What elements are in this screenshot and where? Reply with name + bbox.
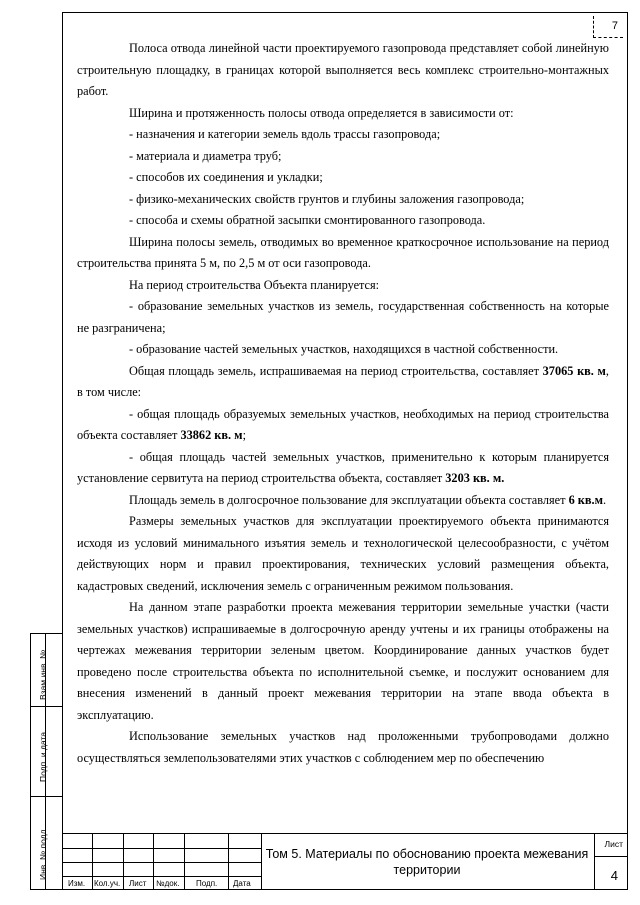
column-label-change: Изм.	[68, 879, 86, 888]
area-total-value: 37065 кв. м	[542, 363, 606, 378]
column-label-signature: Подп.	[196, 879, 218, 888]
list-item-area-formed	[77, 404, 609, 447]
list-item: - способов их соединения и укладки;	[129, 170, 323, 184]
side-stamp-strip	[30, 633, 62, 890]
paragraph: Ширина и протяженность полосы отвода определяется в зависимости от:	[129, 105, 514, 120]
area-formed-text: - общая площадь образуемых земельных участков, необходимых на период строительства объекта составляет	[77, 406, 609, 442]
area-total-text: Общая площадь земель, испрашиваемая на период строительства, составляет	[129, 363, 543, 378]
title-block-grid-line	[62, 876, 261, 877]
page-number-top: 7	[593, 16, 623, 38]
list-item: - образование земельных участков из земель, государственная собственность на которые не разграничена;	[77, 299, 609, 335]
paragraph: Ширина полосы земель, отводимых во временное краткосрочное использование на период строительства принята 5 м, по 2,5 м от оси газопровода.	[77, 234, 609, 270]
column-label-quantity: Кол.уч.	[94, 879, 121, 888]
list-item: - материала и диаметра труб;	[129, 148, 282, 163]
area-longterm-text: Площадь земель в долгосрочное пользование для эксплуатации объекта составляет	[129, 492, 569, 507]
title-block-grid-line	[594, 834, 595, 890]
sheet-label: Лист	[604, 839, 623, 849]
area-formed-suffix: ;	[242, 428, 246, 442]
title-block-grid-line	[62, 848, 261, 849]
area-servitude-text: - общая площадь частей земельных участков, применительно к которым планируется установление сервитута на период строительства объекта, составляет	[77, 449, 609, 485]
title-block-grid-line	[62, 862, 261, 863]
area-longterm-value: 6 кв.м	[568, 492, 603, 507]
title-block-grid-line	[594, 856, 628, 857]
list-item: - способа и схемы обратной засыпки смонтированного газопровода.	[129, 213, 486, 227]
sheet-number: 4	[610, 868, 618, 883]
paragraph: Использование земельных участков над проложенными трубопроводами должно осуществляться землепользователями этих участков с соблюдением мер по обеспечению	[77, 729, 609, 765]
area-formed-value: 33862 кв. м	[180, 428, 243, 442]
paragraph: Полоса отвода линейной части проектируемого газопровода представляет собой линейную строительную площадку, в границах которой выполняется весь комплекс строительно-монтажных работ.	[77, 41, 609, 98]
side-strip-row-divider	[31, 706, 63, 707]
area-servitude-value: 3203 кв. м.	[445, 471, 505, 485]
paragraph-area-total	[77, 361, 609, 404]
column-label-doc-number: №док.	[156, 879, 180, 888]
list-item: - физико-механических свойств грунтов и глубины заложения газопровода;	[129, 191, 525, 206]
column-label-sheet: Лист	[129, 879, 147, 888]
title-block	[62, 833, 628, 890]
paragraph: На период строительства Объекта планируется:	[129, 277, 380, 292]
document-title: Том 5. Материалы по обоснованию проекта межевания территории	[265, 847, 589, 877]
side-label-original-inv: Инв. № подл.	[38, 827, 48, 880]
side-label-replacement-inv: Взам.инв. №	[38, 649, 48, 700]
paragraph: На данном этапе разработки проекта межевания территории земельные участки (части земельных участков) испрашиваемые в долгосрочную аренду учтены и их границы отображены на чертежах межевания территории зеленым цветом. Координирование данных участков будет проведено после строительства объекта по исполнительной съемке, и послужит основанием для внесения изменений в данный проект межевания территории на этапе ввода объекта в эксплуатацию.	[77, 600, 609, 722]
column-label-date: Дата	[233, 879, 251, 888]
list-item: - образование частей земельных участков, находящихся в частной собственности.	[129, 342, 559, 356]
paragraph-area-longterm	[77, 490, 609, 512]
area-longterm-suffix: .	[602, 492, 607, 507]
paragraph: Размеры земельных участков для эксплуатации проектируемого объекта принимаются исходя из условий минимального изъятия земель и технологической целесообразности, с учётом действующих норм и правил проектирования, технических условий размещения объекта, кадастровых сведений, исключения земель с ограниченным режимом пользования.	[77, 514, 609, 593]
list-item-area-servitude	[77, 447, 609, 490]
side-label-signature-date: Подп. и дата	[38, 731, 48, 782]
side-strip-row-divider	[31, 796, 63, 797]
document-body	[77, 38, 609, 769]
area-total-suffix: , в том числе:	[77, 363, 609, 399]
list-item: - назначения и категории земель вдоль трассы газопровода;	[129, 127, 441, 141]
